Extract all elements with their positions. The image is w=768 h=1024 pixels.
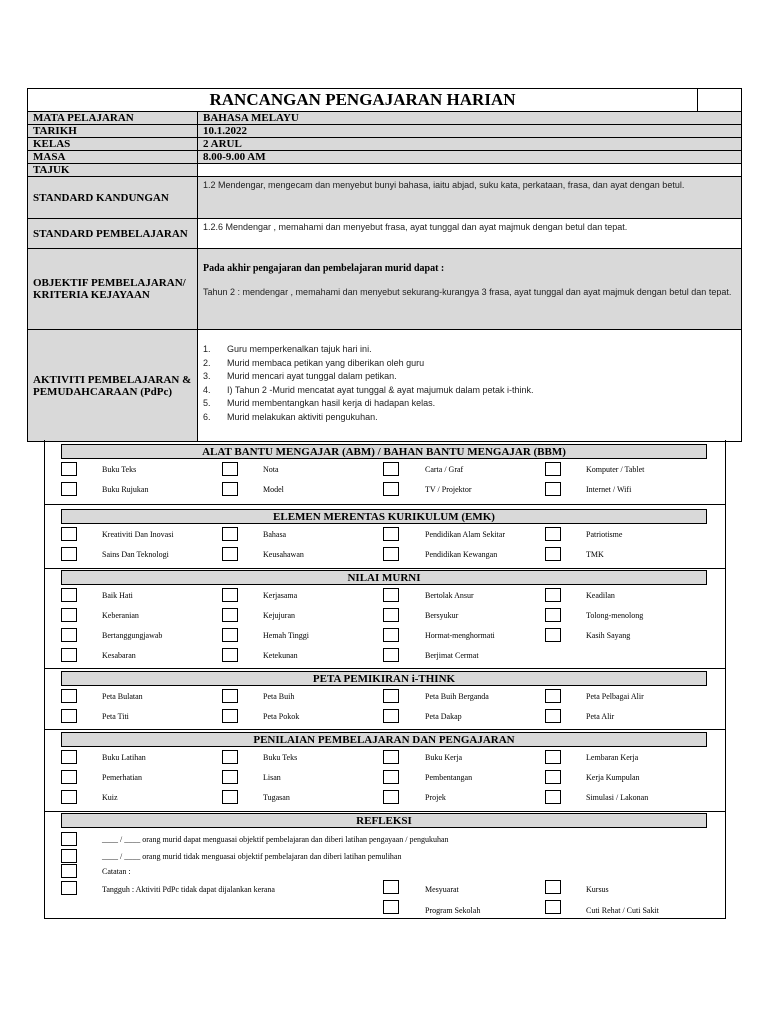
option-label: Peta Pokok — [263, 712, 300, 721]
objektif-heading: Pada akhir pengajaran dan pembelajaran murid dapat : — [203, 263, 445, 274]
checkbox[interactable] — [545, 689, 561, 703]
checkbox[interactable] — [61, 547, 77, 561]
checkbox[interactable] — [545, 900, 561, 914]
nilai-section-title: NILAI MURNI — [61, 570, 707, 585]
standard-kandungan-label: STANDARD KANDUNGAN — [28, 177, 198, 219]
checkbox[interactable] — [61, 864, 77, 878]
section-divider — [44, 504, 725, 505]
checkbox[interactable] — [545, 482, 561, 496]
checkbox[interactable] — [383, 588, 399, 602]
option-label: Bertanggungjawab — [102, 631, 163, 640]
option-label: Patriotisme — [586, 530, 623, 539]
option-label: Hormat-menghormati — [425, 631, 495, 640]
checkbox[interactable] — [383, 648, 399, 662]
checkbox[interactable] — [545, 750, 561, 764]
tajuk-label: TAJUK — [28, 164, 198, 177]
option-label: Bersyukur — [425, 611, 459, 620]
checkbox[interactable] — [222, 527, 238, 541]
aktiviti-item-text: Murid melakukan aktiviti pengukuhan. — [227, 411, 378, 422]
aktiviti-item-number: 2. — [203, 357, 211, 368]
aktiviti-item-number: 6. — [203, 411, 211, 422]
checkbox[interactable] — [222, 750, 238, 764]
option-label: Buku Rujukan — [102, 485, 149, 494]
option-label: Buku Latihan — [102, 753, 146, 762]
checkbox[interactable] — [383, 900, 399, 914]
aktiviti-item — [203, 357, 736, 371]
option-label: Peta Alir — [586, 712, 615, 721]
checkbox[interactable] — [61, 750, 77, 764]
checkbox[interactable] — [222, 588, 238, 602]
option-label: Pembentangan — [425, 773, 473, 782]
option-label: TV / Projektor — [425, 485, 472, 494]
checkbox[interactable] — [545, 527, 561, 541]
checkbox[interactable] — [222, 608, 238, 622]
aktiviti-item-text: Murid membaca petikan yang diberikan oleh guru — [227, 357, 425, 368]
checkbox[interactable] — [61, 770, 77, 784]
reason-cuti: Cuti Rehat / Cuti Sakit — [586, 906, 659, 915]
standard-pembelajaran-value: 1.2.6 Mendengar , memahami dan menyebut frasa, ayat tunggal dan ayat majmuk dengan betul dan tepat. — [198, 219, 742, 249]
option-label: Peta Titi — [102, 712, 129, 721]
title-side-cell — [698, 89, 742, 112]
option-label: TMK — [586, 550, 604, 559]
aktiviti-item — [203, 411, 736, 425]
kelas-value: 2 ARUL — [198, 138, 742, 151]
option-label: Peta Buih — [263, 692, 295, 701]
option-label: Peta Buih Berganda — [425, 692, 489, 701]
checkbox[interactable] — [61, 849, 77, 863]
checkbox[interactable] — [222, 709, 238, 723]
option-label: Peta Bulatan — [102, 692, 143, 701]
mata-pelajaran-value: BAHASA MELAYU — [198, 112, 742, 125]
section-divider — [44, 568, 725, 569]
section-divider — [44, 729, 725, 730]
checkbox[interactable] — [383, 547, 399, 561]
checkbox[interactable] — [222, 482, 238, 496]
option-label: Model — [263, 485, 284, 494]
checkbox[interactable] — [222, 770, 238, 784]
option-label: Kerjasama — [263, 591, 298, 600]
option-label: Berjimat Cermat — [425, 651, 479, 660]
option-label: Peta Dakap — [425, 712, 462, 721]
tajuk-value — [198, 164, 742, 177]
checkbox[interactable] — [383, 628, 399, 642]
ithink-section-title: PETA PEMIKIRAN i-THINK — [61, 671, 707, 686]
checkbox[interactable] — [61, 832, 77, 846]
masa-value: 8.00-9.00 AM — [198, 151, 742, 164]
reason-kursus: Kursus — [586, 885, 609, 894]
checkbox[interactable] — [61, 482, 77, 496]
option-label: Lembaran Kerja — [586, 753, 639, 762]
checkbox[interactable] — [383, 608, 399, 622]
checkbox[interactable] — [545, 608, 561, 622]
checkbox[interactable] — [545, 770, 561, 784]
abm-section-title: ALAT BANTU MENGAJAR (ABM) / BAHAN BANTU MENGAJAR (BBM) — [61, 444, 707, 459]
aktiviti-item-number: 3. — [203, 371, 211, 382]
option-label: Tugasan — [263, 793, 290, 802]
aktiviti-item-number: 1. — [203, 344, 211, 354]
emk-section-title: ELEMEN MERENTAS KURIKULUM (EMK) — [61, 509, 707, 524]
checkbox[interactable] — [383, 880, 399, 894]
checkbox[interactable] — [222, 790, 238, 804]
option-label: Buku Teks — [102, 465, 137, 474]
checkbox[interactable] — [222, 648, 238, 662]
option-label: Bertolak Ansur — [425, 591, 474, 600]
refleksi-line-1: ____ / ____ orang murid dapat menguasai objektif pembelajaran dan diberi latihan pengayaan / pengukuhan — [102, 835, 449, 844]
tarikh-label: TARIKH — [28, 125, 198, 138]
checkbox[interactable] — [545, 880, 561, 894]
option-label: Keadilan — [586, 591, 615, 600]
objektif-text: Tahun 2 : mendengar , memahami dan menyebut sekurang-kurangya 3 frasa, ayat tunggal dan ayat majmuk dengan betul dan tepat. — [203, 287, 732, 297]
checkbox[interactable] — [61, 527, 77, 541]
checkbox[interactable] — [383, 709, 399, 723]
aktiviti-item-text: I) Tahun 2 -Murid mencatat ayat tunggal & ayat majumuk dalam petak i-think. — [227, 384, 534, 395]
aktiviti-item — [203, 384, 736, 398]
refleksi-line-2: ____ / ____ orang murid tidak menguasai objektif pembelajaran dan diberi latihan pemulihan — [102, 852, 402, 861]
option-label: Sains Dan Teknologi — [102, 550, 169, 559]
option-label: Pendidikan Alam Sekitar — [425, 530, 505, 539]
aktiviti-label: AKTIVITI PEMBELAJARAN & PEMUDAHCARAAN (PdPc) — [28, 330, 198, 442]
rph-header-table — [27, 88, 742, 442]
refleksi-section-title: REFLEKSI — [61, 813, 707, 828]
option-label: Keberanian — [102, 611, 139, 620]
standard-pembelajaran-label: STANDARD PEMBELAJARAN — [28, 219, 198, 249]
checkbox[interactable] — [222, 547, 238, 561]
checkbox[interactable] — [383, 689, 399, 703]
checkbox[interactable] — [383, 770, 399, 784]
option-label: Kejujuran — [263, 611, 295, 620]
checkbox[interactable] — [545, 709, 561, 723]
checkbox[interactable] — [61, 588, 77, 602]
masa-label: MASA — [28, 151, 198, 164]
section-divider — [44, 668, 725, 669]
option-label: Nota — [263, 465, 279, 474]
catatan-label: Catatan : — [102, 867, 131, 876]
checkbox[interactable] — [383, 750, 399, 764]
option-label: Peta Pelbagai Alir — [586, 692, 644, 701]
option-label: Ketekunan — [263, 651, 298, 660]
checkbox[interactable] — [545, 628, 561, 642]
checkbox[interactable] — [61, 648, 77, 662]
section-divider — [44, 811, 725, 812]
option-label: Tolong-menolong — [586, 611, 644, 620]
option-label: Buku Teks — [263, 753, 298, 762]
tangguh-label: Tangguh : Aktiviti PdPc tidak dapat dijalankan kerana — [102, 885, 275, 894]
checkbox[interactable] — [61, 790, 77, 804]
page-title: RANCANGAN PENGAJARAN HARIAN — [28, 89, 698, 112]
checkbox[interactable] — [545, 790, 561, 804]
checkbox[interactable] — [383, 790, 399, 804]
option-label: Pendidikan Kewangan — [425, 550, 498, 559]
option-label: Keusahawan — [263, 550, 304, 559]
option-label: Kuiz — [102, 793, 118, 802]
checkbox[interactable] — [222, 689, 238, 703]
checkbox[interactable] — [61, 881, 77, 895]
reason-mesyuarat: Mesyuarat — [425, 885, 459, 894]
checkbox[interactable] — [545, 588, 561, 602]
checkbox[interactable] — [222, 462, 238, 476]
aktiviti-item — [203, 370, 736, 384]
aktiviti-item-text: Murid membentangkan hasil kerja di hadapan kelas. — [227, 398, 436, 409]
aktiviti-item-number: 5. — [203, 398, 211, 409]
checkbox[interactable] — [545, 462, 561, 476]
option-label: Buku Kerja — [425, 753, 463, 762]
checkbox[interactable] — [383, 462, 399, 476]
aktiviti-item-text: Guru memperkenalkan tajuk hari ini. — [227, 344, 372, 354]
option-label: Kesabaran — [102, 651, 136, 660]
option-label: Projek — [425, 793, 446, 802]
checkbox[interactable] — [61, 462, 77, 476]
option-label: Baik Hati — [102, 591, 133, 600]
option-label: Internet / Wifi — [586, 485, 632, 494]
aktiviti-list — [203, 343, 736, 425]
option-label: Carta / Graf — [425, 465, 464, 474]
aktiviti-item — [203, 397, 736, 411]
tarikh-value: 10.1.2022 — [198, 125, 742, 138]
checkbox[interactable] — [61, 689, 77, 703]
checkbox[interactable] — [61, 628, 77, 642]
option-label: Komputer / Tablet — [586, 465, 645, 474]
reason-program-sekolah: Program Sekolah — [425, 906, 481, 915]
mata-pelajaran-label: MATA PELAJARAN — [28, 112, 198, 125]
checkbox[interactable] — [383, 527, 399, 541]
checkbox[interactable] — [61, 608, 77, 622]
objektif-cell — [198, 249, 742, 330]
option-label: Pemerhatian — [102, 773, 142, 782]
aktiviti-cell — [198, 330, 742, 442]
option-label: Kasih Sayang — [586, 631, 631, 640]
penilaian-section-title: PENILAIAN PEMBELAJARAN DAN PENGAJARAN — [61, 732, 707, 747]
option-label: Hemah Tinggi — [263, 631, 310, 640]
aktiviti-item — [203, 343, 736, 357]
option-label: Kerja Kumpulan — [586, 773, 640, 782]
option-label: Lisan — [263, 773, 281, 782]
option-label: Kreativiti Dan Inovasi — [102, 530, 174, 539]
checkbox[interactable] — [61, 709, 77, 723]
kelas-label: KELAS — [28, 138, 198, 151]
checkbox[interactable] — [383, 482, 399, 496]
aktiviti-item-number: 4. — [203, 384, 211, 395]
objektif-label: OBJEKTIF PEMBELAJARAN/ KRITERIA KEJAYAAN — [28, 249, 198, 330]
checkbox[interactable] — [222, 628, 238, 642]
option-label: Bahasa — [263, 530, 287, 539]
option-label: Simulasi / Lakonan — [586, 793, 649, 802]
standard-kandungan-value: 1.2 Mendengar, mengecam dan menyebut bunyi bahasa, iaitu abjad, suku kata, perkataan, frasa, dan ayat dengan betul. — [198, 177, 742, 219]
aktiviti-item-text: Murid mencari ayat tunggal dalam petikan. — [227, 371, 397, 382]
checkbox[interactable] — [545, 547, 561, 561]
